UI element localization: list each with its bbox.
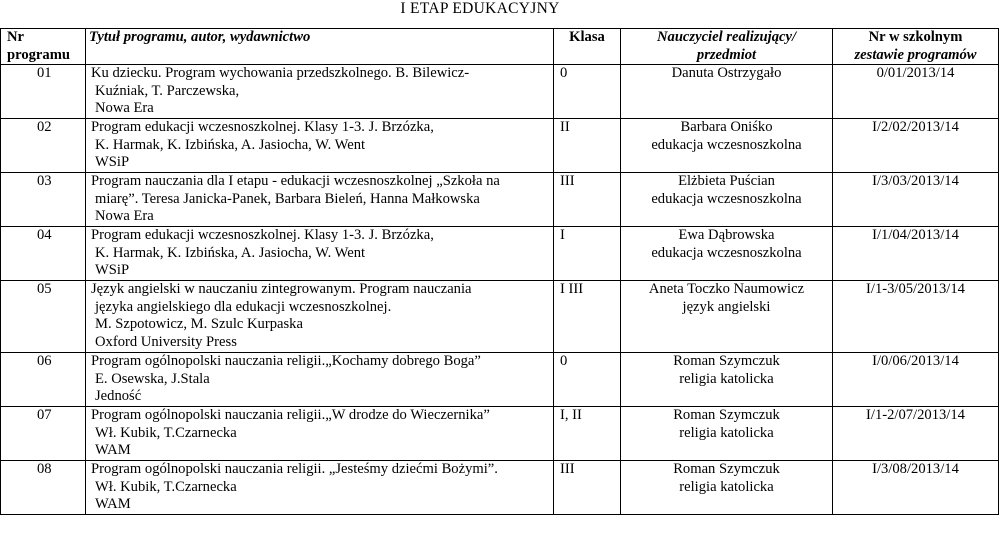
class-value: 0 xyxy=(560,65,568,82)
table-row xyxy=(1,407,999,461)
class-value: I III xyxy=(560,281,584,298)
teacher-name: Roman Szymczuk xyxy=(673,461,780,478)
teacher-name: Ewa Dąbrowska xyxy=(678,227,775,244)
class-value: I, II xyxy=(560,407,582,424)
program-number: 01 xyxy=(37,65,52,82)
table-row xyxy=(1,173,999,227)
table-body xyxy=(1,65,999,515)
program-code: I/1-2/07/2013/14 xyxy=(866,407,965,424)
program-number: 03 xyxy=(37,173,52,190)
table-header-row xyxy=(1,29,999,65)
program-number-cell xyxy=(1,173,86,227)
table-row xyxy=(1,119,999,173)
program-title-line: WAM xyxy=(95,496,131,513)
teacher-name: Roman Szymczuk xyxy=(673,353,780,370)
header-klasa xyxy=(554,29,621,65)
program-title-line: Program edukacji wczesnoszkolnej. Klasy 1-3. J. Brzózka, xyxy=(91,227,434,244)
teacher-cell xyxy=(621,65,833,119)
program-title-line: Kuźniak, T. Parczewska, xyxy=(95,82,240,99)
program-code: I/0/06/2013/14 xyxy=(872,353,959,370)
teacher-name: Roman Szymczuk xyxy=(673,407,780,424)
teacher-cell xyxy=(621,407,833,461)
table-row xyxy=(1,353,999,407)
program-title-cell xyxy=(86,281,554,353)
subject-name: religia katolicka xyxy=(679,478,774,495)
program-code-cell xyxy=(833,119,999,173)
teacher-name: Danuta Ostrzygało xyxy=(671,65,782,82)
program-number-cell xyxy=(1,119,86,173)
programs-table xyxy=(0,28,999,515)
program-title-line: Nowa Era xyxy=(95,208,154,225)
program-title-line: Ku dziecku. Program wychowania przedszkolnego. B. Bilewicz- xyxy=(91,65,470,82)
document-title: I ETAP EDUKACYJNY xyxy=(400,0,560,17)
program-title-cell xyxy=(86,353,554,407)
program-title-line: WSiP xyxy=(95,154,130,171)
program-title-line: Oxford University Press xyxy=(95,333,237,350)
program-title-line: K. Harmak, K. Izbińska, A. Jasiocha, W. Went xyxy=(95,244,366,261)
header-code-line: Nr w szkolnym xyxy=(868,29,963,45)
header-teacher-line: przedmiot xyxy=(696,46,757,63)
program-code-cell xyxy=(833,227,999,281)
table-row xyxy=(1,227,999,281)
header-nr-line: Nr xyxy=(7,29,25,45)
teacher-name: Aneta Toczko Naumowicz xyxy=(648,281,805,298)
program-title-line: Program ogólnopolski nauczania religii.„W drodze do Wieczernika” xyxy=(91,407,490,424)
program-title-line: WAM xyxy=(95,442,131,459)
program-title-cell xyxy=(86,173,554,227)
table-row xyxy=(1,281,999,353)
program-number: 08 xyxy=(37,461,52,478)
program-number-cell xyxy=(1,65,86,119)
program-title-line: języka angielskiego dla edukacji wczesnoszkolnej. xyxy=(95,298,392,315)
table-row xyxy=(1,461,999,515)
class-value: III xyxy=(560,461,575,478)
program-code-cell xyxy=(833,173,999,227)
program-title-cell xyxy=(86,227,554,281)
subject-name: język angielski xyxy=(682,298,771,315)
subject-name: edukacja wczesnoszkolna xyxy=(651,244,802,261)
program-title-line: Język angielski w nauczaniu zintegrowanym. Program nauczania xyxy=(91,281,472,298)
program-code-cell xyxy=(833,281,999,353)
program-title-cell xyxy=(86,65,554,119)
class-cell xyxy=(554,281,621,353)
subject-name: edukacja wczesnoszkolna xyxy=(651,190,802,207)
class-cell xyxy=(554,353,621,407)
program-code: I/1/04/2013/14 xyxy=(872,227,959,244)
class-value: III xyxy=(560,173,575,190)
program-number-cell xyxy=(1,227,86,281)
program-code-cell xyxy=(833,461,999,515)
program-number-cell xyxy=(1,407,86,461)
header-nr xyxy=(1,29,86,65)
program-title-line: Program nauczania dla I etapu - edukacji wczesnoszkolnej „Szkoła na xyxy=(91,173,500,190)
class-value: II xyxy=(560,119,570,136)
program-code: I/3/08/2013/14 xyxy=(872,461,959,478)
teacher-name: Barbara Oniśko xyxy=(680,119,773,136)
header-code-line: zestawie programów xyxy=(854,46,977,63)
program-title-line: Program edukacji wczesnoszkolnej. Klasy 1-3. J. Brzózka, xyxy=(91,119,434,136)
subject-name: religia katolicka xyxy=(679,424,774,441)
teacher-cell xyxy=(621,461,833,515)
teacher-cell xyxy=(621,281,833,353)
program-code: I/2/02/2013/14 xyxy=(872,119,959,136)
program-title-line: miarę”. Teresa Janicka-Panek, Barbara Bieleń, Hanna Małkowska xyxy=(95,190,480,207)
program-number-cell xyxy=(1,281,86,353)
class-cell xyxy=(554,227,621,281)
subject-name: edukacja wczesnoszkolna xyxy=(651,136,802,153)
program-number: 02 xyxy=(37,119,52,136)
program-code: I/3/03/2013/14 xyxy=(872,173,959,190)
header-teacher-line: Nauczyciel realizujący/ xyxy=(656,29,797,45)
program-title-line: Program ogólnopolski nauczania religii. „Jesteśmy dziećmi Bożymi”. xyxy=(91,461,498,478)
program-title-line: Nowa Era xyxy=(95,100,154,117)
teacher-name: Elżbieta Puścian xyxy=(678,173,775,190)
subject-name: religia katolicka xyxy=(679,370,774,387)
class-cell xyxy=(554,65,621,119)
program-number: 06 xyxy=(37,353,52,370)
class-value: 0 xyxy=(560,353,568,370)
header-nr-line: programu xyxy=(7,46,70,63)
header-title xyxy=(86,29,554,65)
class-cell xyxy=(554,461,621,515)
header-klasa-label: Klasa xyxy=(569,29,605,45)
class-value: I xyxy=(560,227,565,244)
program-title-line: E. Osewska, J.Stala xyxy=(95,370,210,387)
program-title-line: Wł. Kubik, T.Czarnecka xyxy=(95,424,237,441)
header-teacher xyxy=(621,29,833,65)
teacher-cell xyxy=(621,119,833,173)
program-code-cell xyxy=(833,65,999,119)
header-code xyxy=(833,29,999,65)
program-title-line: Program ogólnopolski nauczania religii.„Kochamy dobrego Boga” xyxy=(91,353,481,370)
teacher-cell xyxy=(621,173,833,227)
class-cell xyxy=(554,119,621,173)
teacher-cell xyxy=(621,353,833,407)
program-title-line: Wł. Kubik, T.Czarnecka xyxy=(95,478,237,495)
program-code: 0/01/2013/14 xyxy=(876,65,955,82)
class-cell xyxy=(554,407,621,461)
program-title-cell xyxy=(86,407,554,461)
program-code-cell xyxy=(833,353,999,407)
program-title-cell xyxy=(86,461,554,515)
table-row xyxy=(1,65,999,119)
program-title-line: M. Szpotowicz, M. Szulc Kurpaska xyxy=(95,316,303,333)
program-number: 07 xyxy=(37,407,52,424)
program-title-line: Jedność xyxy=(95,388,142,405)
program-title-cell xyxy=(86,119,554,173)
class-cell xyxy=(554,173,621,227)
program-code: I/1-3/05/2013/14 xyxy=(866,281,965,298)
teacher-cell xyxy=(621,227,833,281)
program-title-line: K. Harmak, K. Izbińska, A. Jasiocha, W. Went xyxy=(95,136,366,153)
program-number: 05 xyxy=(37,281,52,298)
program-number: 04 xyxy=(37,227,52,244)
program-code-cell xyxy=(833,407,999,461)
program-title-line: WSiP xyxy=(95,262,130,279)
header-title-label: Tytuł programu, autor, wydawnictwo xyxy=(89,29,311,45)
program-number-cell xyxy=(1,353,86,407)
program-number-cell xyxy=(1,461,86,515)
